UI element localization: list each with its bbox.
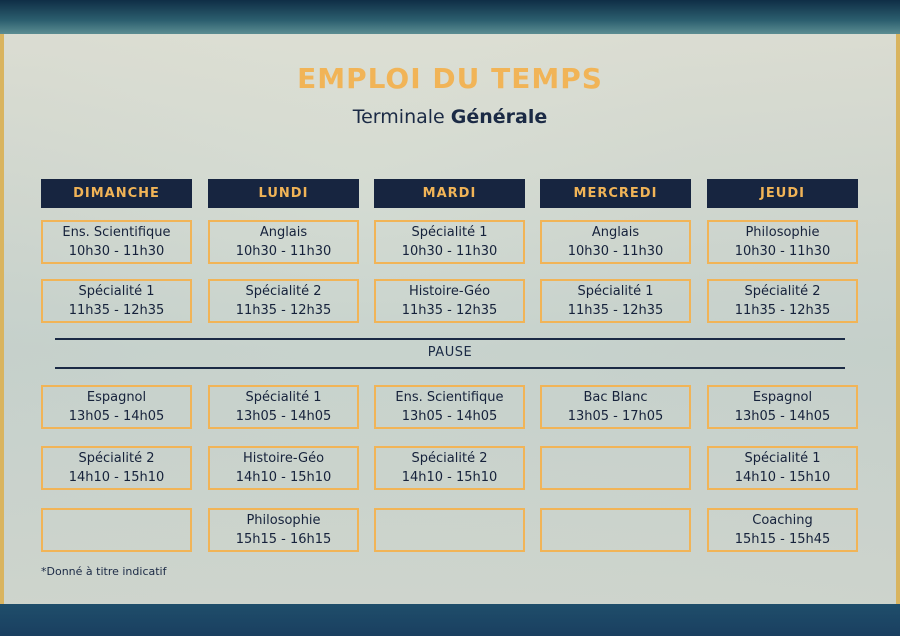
day-header-jeudi: JEUDI: [707, 179, 858, 208]
slot-subject: Spécialité 2: [245, 284, 322, 299]
slot-time: 14h10 - 15h10: [68, 470, 165, 485]
slot-jeudi-5: [707, 508, 858, 552]
slot-subject: Anglais: [259, 225, 308, 240]
slot-mercredi-2: [540, 279, 691, 323]
slot-subject: Spécialité 1: [78, 284, 155, 299]
slot-time: 10h30 - 11h30: [401, 244, 498, 259]
footnote: *Donné à titre indicatif: [41, 565, 167, 578]
slot-mercredi-1: [540, 220, 691, 264]
slot-subject: Spécialité 2: [744, 284, 821, 299]
slot-lundi-4: [208, 446, 359, 490]
slot-subject: Histoire-Géo: [408, 284, 491, 299]
slot-subject: Histoire-Géo: [242, 451, 325, 466]
slot-mardi-1: [374, 220, 525, 264]
slot-time: 11h35 - 12h35: [68, 303, 165, 318]
slot-mardi-2: [374, 279, 525, 323]
slot-time: 11h35 - 12h35: [567, 303, 664, 318]
slot-subject: Spécialité 2: [78, 451, 155, 466]
slot-dimanche-3: [41, 385, 192, 429]
slot-subject: Bac Blanc: [583, 390, 648, 405]
slot-time: 11h35 - 12h35: [401, 303, 498, 318]
slot-mardi-4: [374, 446, 525, 490]
slot-mercredi-4: [540, 446, 691, 490]
slot-time: 11h35 - 12h35: [734, 303, 831, 318]
day-header-dimanche: DIMANCHE: [41, 179, 192, 208]
day-header-mardi: MARDI: [374, 179, 525, 208]
subtitle-prefix: Terminale: [352, 106, 451, 128]
slot-time: 13h05 - 14h05: [401, 409, 498, 424]
slot-time: 13h05 - 14h05: [734, 409, 831, 424]
slot-subject: Philosophie: [745, 225, 820, 240]
slot-time: 14h10 - 15h10: [734, 470, 831, 485]
slot-subject: Ens. Scientifique: [395, 390, 504, 405]
slot-dimanche-2: [41, 279, 192, 323]
slot-time: 13h05 - 14h05: [235, 409, 332, 424]
sea-background-top: [0, 0, 900, 34]
slot-subject: Philosophie: [246, 513, 321, 528]
slot-lundi-2: [208, 279, 359, 323]
slot-mardi-3: [374, 385, 525, 429]
slot-time: 13h05 - 17h05: [567, 409, 664, 424]
day-header-mercredi: MERCREDI: [540, 179, 691, 208]
slot-lundi-1: [208, 220, 359, 264]
slot-lundi-3: [208, 385, 359, 429]
page-subtitle: [0, 106, 900, 128]
slot-lundi-5: [208, 508, 359, 552]
slot-time: 15h15 - 15h45: [734, 532, 831, 547]
slot-jeudi-1: [707, 220, 858, 264]
slot-subject: Spécialité 1: [245, 390, 322, 405]
slot-dimanche-4: [41, 446, 192, 490]
slot-jeudi-4: [707, 446, 858, 490]
slot-mardi-5: [374, 508, 525, 552]
slot-subject: Espagnol: [86, 390, 147, 405]
slot-jeudi-2: [707, 279, 858, 323]
slot-time: 10h30 - 11h30: [734, 244, 831, 259]
slot-dimanche-1: [41, 220, 192, 264]
slot-time: 10h30 - 11h30: [68, 244, 165, 259]
slot-subject: Espagnol: [752, 390, 813, 405]
pause-rule-top: [55, 338, 845, 340]
slot-time: 15h15 - 16h15: [235, 532, 332, 547]
day-header-lundi: LUNDI: [208, 179, 359, 208]
slot-mercredi-5: [540, 508, 691, 552]
sea-background-bottom: [0, 604, 900, 636]
slot-subject: Spécialité 1: [577, 284, 654, 299]
slot-time: 11h35 - 12h35: [235, 303, 332, 318]
slot-mercredi-3: [540, 385, 691, 429]
slot-jeudi-3: [707, 385, 858, 429]
slot-dimanche-5: [41, 508, 192, 552]
slot-subject: Spécialité 1: [744, 451, 821, 466]
slot-time: 14h10 - 15h10: [401, 470, 498, 485]
slot-time: 10h30 - 11h30: [567, 244, 664, 259]
slot-time: 13h05 - 14h05: [68, 409, 165, 424]
page-title: EMPLOI DU TEMPS: [297, 62, 603, 95]
slot-subject: Anglais: [591, 225, 640, 240]
slot-time: 10h30 - 11h30: [235, 244, 332, 259]
pause-label: PAUSE: [427, 345, 473, 360]
slot-time: 14h10 - 15h10: [235, 470, 332, 485]
slot-subject: Spécialité 1: [411, 225, 488, 240]
pause-rule-bottom: [55, 367, 845, 369]
slot-subject: Coaching: [752, 513, 813, 528]
slot-subject: Spécialité 2: [411, 451, 488, 466]
subtitle-bold: Générale: [450, 106, 548, 128]
slot-subject: Ens. Scientifique: [62, 225, 171, 240]
